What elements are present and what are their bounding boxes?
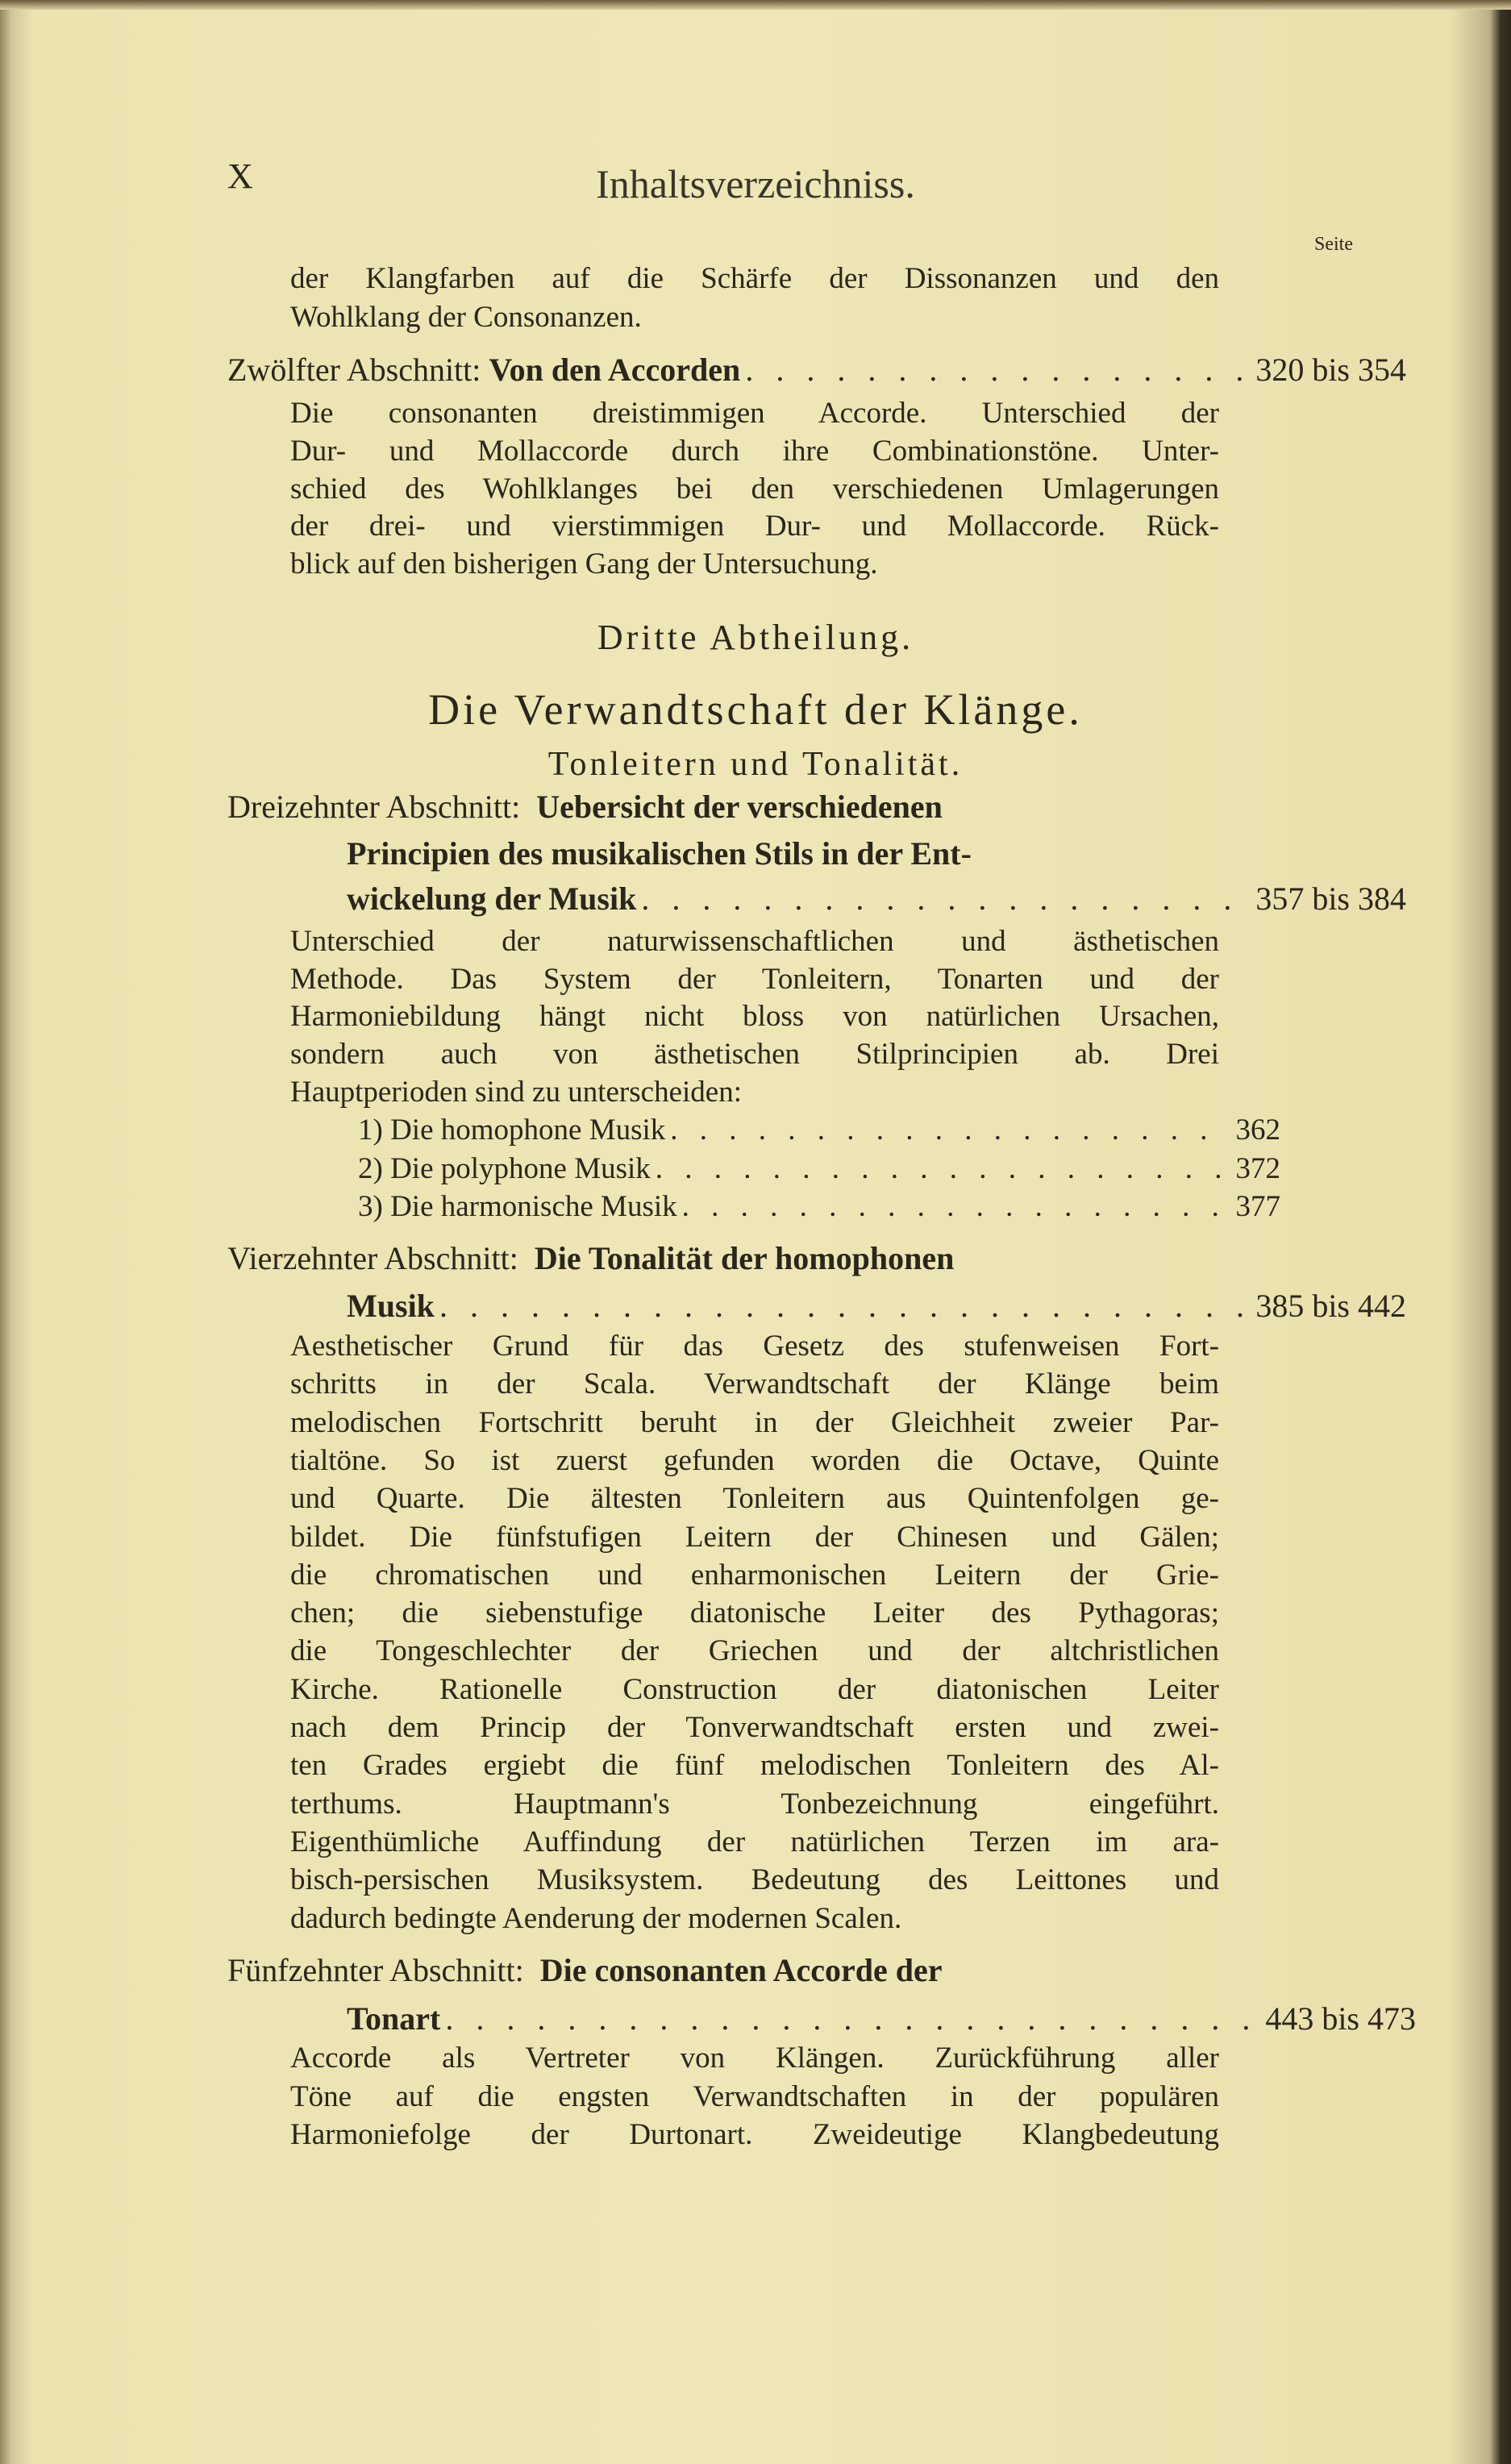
section-title: Uebersicht der verschiedenen xyxy=(536,789,943,825)
subitem-label: 1) Die homophone Musik xyxy=(358,1113,666,1147)
text-line: ten Grades ergiebt die fünf melodischen Tonleitern des Al- xyxy=(290,1749,1219,1783)
text-line: sondern auch von ästhetischen Stilprincipien ab. Drei xyxy=(290,1038,1219,1071)
toc-entry-s13[interactable] xyxy=(227,789,943,826)
toc-entry-s15[interactable] xyxy=(227,1952,943,1989)
leader-dots xyxy=(656,1151,1231,1188)
text-line: Unterschied der naturwissenschaftlichen und ästhetischen xyxy=(290,925,1219,958)
text-line: blick auf den bisherigen Gang der Untersuchung. xyxy=(290,547,878,581)
page-range: 443 bis 473 xyxy=(1265,2000,1416,2037)
text-line: Die consonanten dreistimmigen Accorde. Unterschied der xyxy=(290,397,1219,430)
section-title: wickelung der Musik xyxy=(347,880,637,917)
subitem-label: 3) Die harmonische Musik xyxy=(358,1190,677,1223)
text-line: die chromatischen und enharmonischen Leitern der Grie- xyxy=(290,1558,1219,1592)
toc-entry-s15-pages[interactable] xyxy=(347,2000,1416,2037)
section-label: Vierzehnter Abschnitt: xyxy=(227,1240,518,1276)
part-title: Die Verwandtschaft der Klänge. xyxy=(428,685,1083,734)
part-heading: Dritte Abtheilung. xyxy=(597,618,914,657)
text-line: Dur- und Mollaccorde durch ihre Combinationstöne. Unter- xyxy=(290,435,1219,468)
subitem-page: 362 xyxy=(1235,1113,1280,1147)
text-line: Aesthetischer Grund für das Gesetz des stufenweisen Fort- xyxy=(290,1330,1219,1363)
section-title: Die consonanten Accorde der xyxy=(539,1952,943,1988)
text-line: Harmoniefolge der Durtonart. Zweideutige Klangbedeutung xyxy=(290,2118,1219,2151)
page-range: 357 bis 384 xyxy=(1255,880,1406,917)
toc-entry-s14-pages[interactable] xyxy=(347,1288,1406,1325)
text-line: tialtöne. So ist zuerst gefunden worden die Octave, Quinte xyxy=(290,1443,1219,1477)
page-edge xyxy=(0,0,1511,10)
section-title: Tonart xyxy=(347,2000,441,2037)
page-number: X xyxy=(227,156,253,196)
section-title: Principien des musikalischen Stils in der Ent- xyxy=(347,835,972,872)
part-subtitle: Tonleitern und Tonalität. xyxy=(547,746,964,783)
text-line: Harmoniebildung hängt nicht bloss von natürlichen Ursachen, xyxy=(290,1000,1219,1033)
text-line: Töne auf die engsten Verwandtschaften in der populären xyxy=(290,2080,1219,2113)
toc-entry-s13-pages[interactable] xyxy=(347,880,1406,918)
text-line: chen; die siebenstufige diatonische Leiter des Pythagoras; xyxy=(290,1596,1219,1630)
text-line: Accorde als Vertreter von Klängen. Zurückführung aller xyxy=(290,2042,1219,2075)
text-line: bisch-persischen Musiksystem. Bedeutung des Leittones und xyxy=(290,1863,1219,1897)
section-label: Dreizehnter Abschnitt: xyxy=(227,789,521,825)
text-line: die Tongeschlechter der Griechen und der altchristlichen xyxy=(290,1634,1219,1668)
text-line: Methode. Das System der Tonleitern, Tonarten und der xyxy=(290,963,1219,996)
text-line: dadurch bedingte Aenderung der modernen Scalen. xyxy=(290,1901,902,1935)
text-line: der Klangfarben auf die Schärfe der Dissonanzen und den xyxy=(290,262,1219,295)
text-line: nach dem Princip der Tonverwandtschaft ersten und zwei- xyxy=(290,1711,1219,1744)
leader-dots xyxy=(745,352,1251,389)
text-line: und Quarte. Die ältesten Tonleitern aus Quintenfolgen ge- xyxy=(290,1482,1219,1516)
text-line: terthums. Hauptmann's Tonbezeichnung eingeführt. xyxy=(290,1787,1219,1821)
leader-dots xyxy=(641,880,1251,918)
page-range: 320 bis 354 xyxy=(1255,352,1406,388)
section-title: Von den Accorden xyxy=(489,352,741,388)
subitem-page: 377 xyxy=(1235,1190,1280,1223)
toc-entry-s12[interactable] xyxy=(227,352,1406,389)
toc-subitem[interactable] xyxy=(358,1188,1280,1226)
subitem-label: 2) Die polyphone Musik xyxy=(358,1152,651,1185)
text-line: schritts in der Scala. Verwandtschaft der Klänge beim xyxy=(290,1367,1219,1401)
section-title: Die Tonalität der homophonen xyxy=(534,1240,955,1276)
leader-dots xyxy=(439,1288,1251,1325)
text-line: Wohlklang der Consonanzen. xyxy=(290,301,642,334)
text-line: Hauptperioden sind zu unterscheiden: xyxy=(290,1076,742,1109)
leader-dots xyxy=(682,1188,1231,1226)
leader-dots xyxy=(670,1112,1230,1149)
text-line: der drei- und vierstimmigen Dur- und Mollaccorde. Rück- xyxy=(290,510,1219,543)
text-line: Kirche. Rationelle Construction der diatonischen Leiter xyxy=(290,1672,1219,1706)
text-line: schied des Wohlklanges bei den verschiedenen Umlagerungen xyxy=(290,472,1219,506)
toc-entry-s14[interactable] xyxy=(227,1240,954,1277)
running-title: Inhaltsverzeichniss. xyxy=(596,161,915,206)
text-line: melodischen Fortschritt beruht in der Gleichheit zweier Par- xyxy=(290,1405,1219,1439)
section-title: Musik xyxy=(347,1288,435,1324)
page-range: 385 bis 442 xyxy=(1255,1288,1406,1324)
toc-subitem[interactable] xyxy=(358,1151,1280,1188)
section-label: Fünfzehnter Abschnitt: xyxy=(227,1952,524,1988)
text-line: bildet. Die fünfstufigen Leitern der Chinesen und Gälen; xyxy=(290,1520,1219,1554)
toc-subitem[interactable] xyxy=(358,1112,1280,1149)
subitem-page: 372 xyxy=(1235,1152,1280,1185)
section-label: Zwölfter Abschnitt: xyxy=(227,352,481,388)
leader-dots xyxy=(445,2000,1260,2037)
seite-label: Seite xyxy=(1314,234,1353,255)
text-line: Eigenthümliche Auffindung der natürlichen Terzen im ara- xyxy=(290,1825,1219,1858)
